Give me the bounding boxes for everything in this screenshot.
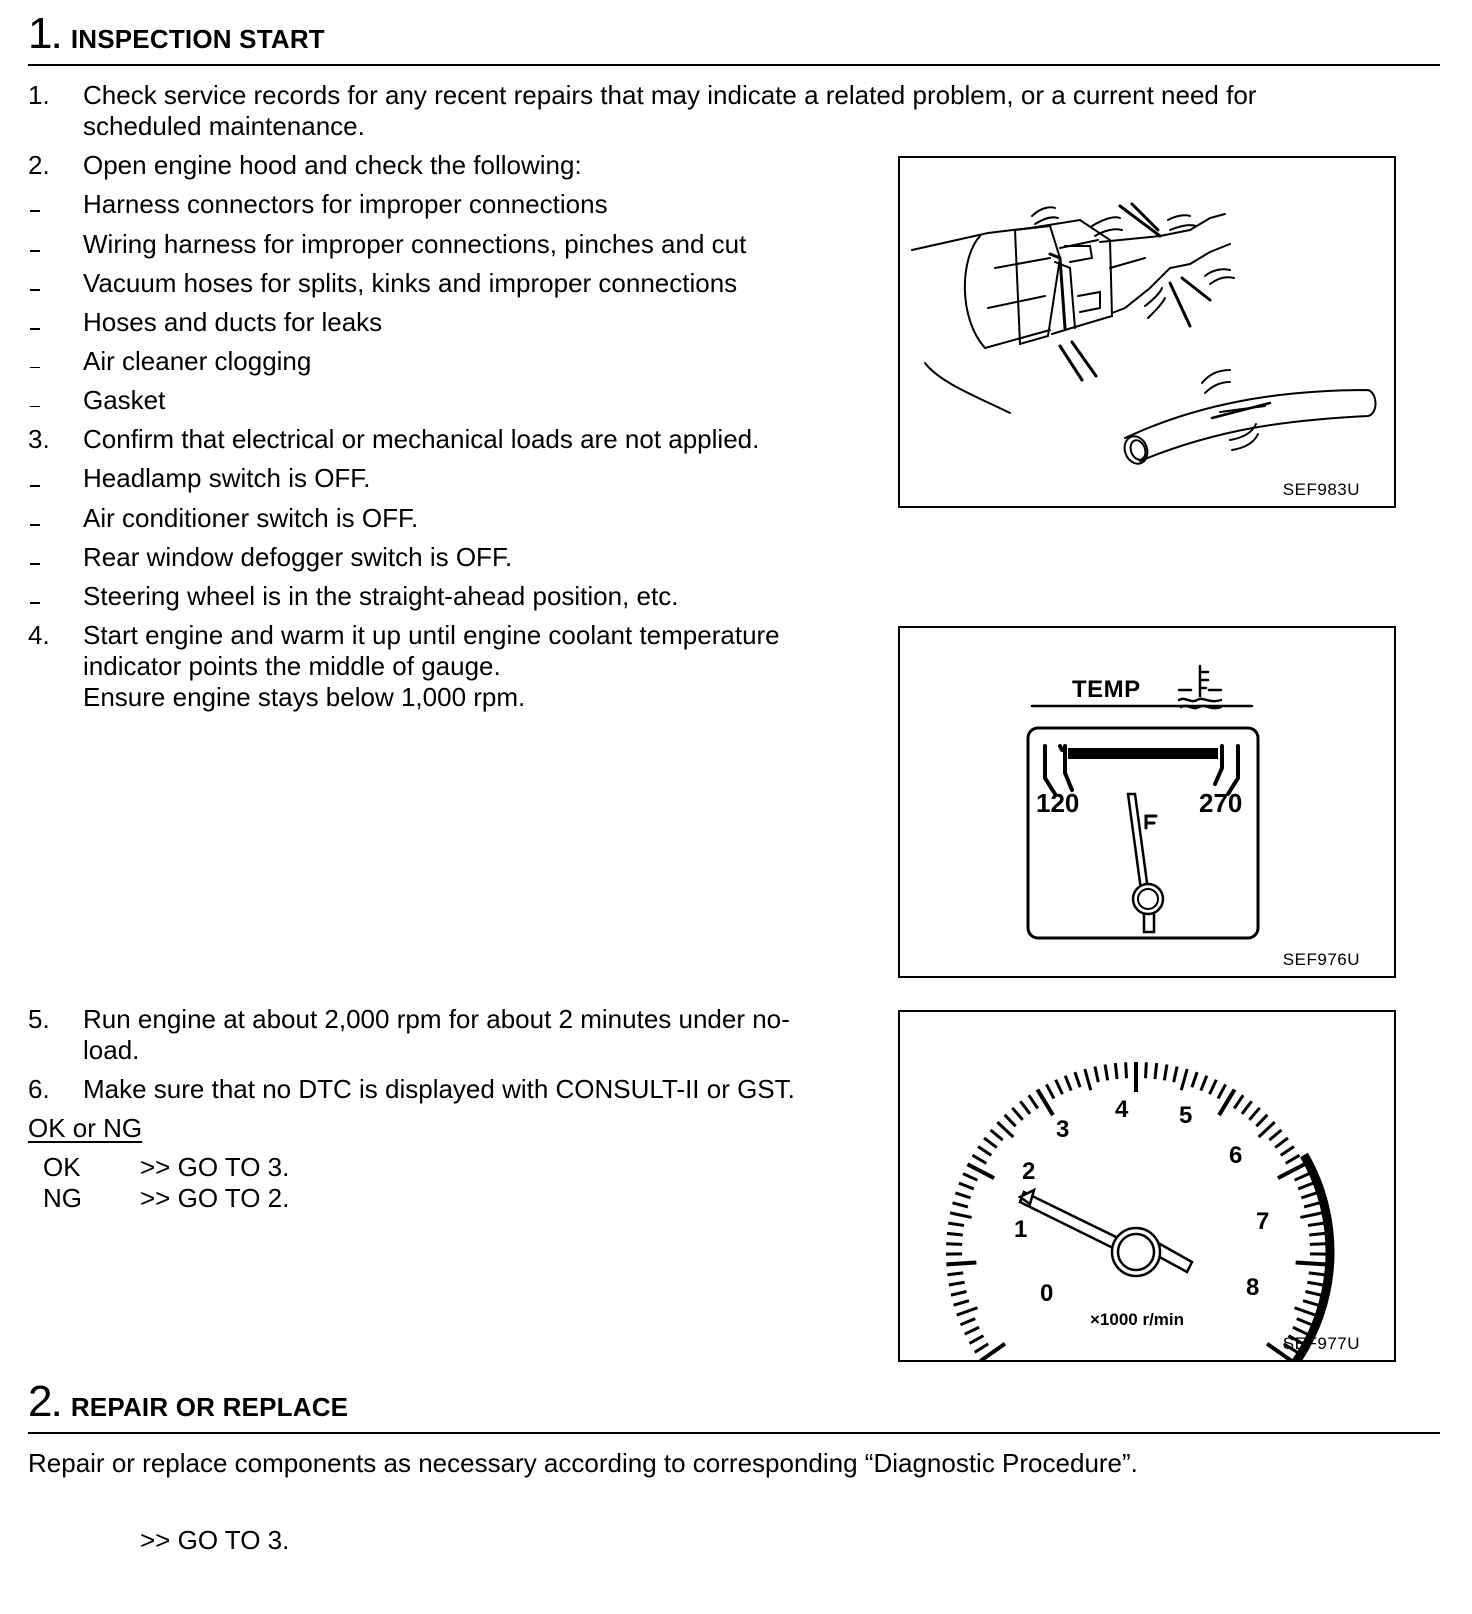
result-ok-label: OK <box>43 1152 81 1182</box>
section-1-title: INSPECTION START <box>70 24 325 54</box>
bullet-dash <box>30 563 40 565</box>
section-1-rule <box>28 64 1440 66</box>
step-1-marker: 1. <box>28 80 50 110</box>
load-item-headlamp: Headlamp switch is OFF. <box>83 463 371 493</box>
step-6-text: Make sure that no DTC is displayed with CONSULT-II or GST. <box>83 1074 795 1104</box>
step-1-text-cont: scheduled maintenance. <box>83 111 365 141</box>
section-2-number: 2 <box>28 1377 53 1426</box>
step-5-text: Run engine at about 2,000 rpm for about 2 minutes under no- <box>83 1004 790 1034</box>
step-3-marker: 3. <box>28 424 50 454</box>
tach-label-2: 2 <box>1022 1158 1036 1185</box>
load-item-rear-defogger: Rear window defogger switch is OFF. <box>83 542 513 572</box>
check-item-hoses-ducts: Hoses and ducts for leaks <box>83 307 383 337</box>
section-2-title: REPAIR OR REPLACE <box>70 1392 349 1422</box>
section-2-heading <box>28 1377 349 1426</box>
figure-tachometer <box>898 1010 1396 1362</box>
tach-label-6: 6 <box>1229 1142 1243 1169</box>
temp-scale-max: 270 <box>1199 788 1243 818</box>
bullet-dash <box>30 289 40 291</box>
step-4-marker: 4. <box>28 620 50 650</box>
go-to-3-link[interactable]: >> GO TO 3. <box>140 1152 290 1182</box>
bullet-dash <box>30 367 40 368</box>
tach-label-3: 3 <box>1056 1116 1070 1143</box>
check-item-harness-connectors: Harness connectors for improper connections <box>83 189 608 219</box>
step-6-marker: 6. <box>28 1074 50 1104</box>
tachometer-needle <box>1020 1190 1192 1276</box>
tach-label-4: 4 <box>1115 1096 1129 1123</box>
bullet-dash <box>30 250 40 252</box>
coolant-temperature-icon <box>1179 666 1221 708</box>
section-1-heading <box>28 9 325 58</box>
step-1-text: Check service records for any recent repairs that may indicate a related problem, or a current need for <box>83 80 1257 110</box>
figure-temp-gauge <box>898 626 1396 978</box>
section-2-rule <box>28 1432 1440 1434</box>
load-item-steering-wheel: Steering wheel is in the straight-ahead position, etc. <box>83 581 679 611</box>
harness-hose-illustration <box>900 158 1394 506</box>
decision-label: OK or NG <box>28 1113 143 1143</box>
temp-gauge-title: TEMP <box>1072 676 1141 703</box>
bullet-dash <box>30 328 40 330</box>
bullet-dash <box>30 485 40 487</box>
check-item-gasket: Gasket <box>83 385 166 415</box>
load-item-air-conditioner: Air conditioner switch is OFF. <box>83 503 419 533</box>
temp-gauge-illustration <box>900 628 1394 976</box>
step-2-marker: 2. <box>28 150 50 180</box>
tach-label-0: 0 <box>1040 1280 1054 1307</box>
bullet-dash <box>30 524 40 526</box>
step-4-text: Start engine and warm it up until engine coolant temperature <box>83 620 780 650</box>
bullet-dash <box>30 210 40 212</box>
tach-label-5: 5 <box>1179 1102 1193 1129</box>
figure-code: SEF983U <box>1282 480 1360 499</box>
temp-scale-min: 120 <box>1036 788 1080 818</box>
figure-code: SEF977U <box>1282 1334 1360 1353</box>
section-1-dot: . <box>52 22 61 55</box>
tach-unit-label: ×1000 r/min <box>1090 1310 1185 1329</box>
bullet-dash <box>30 406 40 407</box>
tachometer-illustration <box>900 1012 1394 1360</box>
step-2-text: Open engine hood and check the following: <box>83 150 582 180</box>
bullet-dash <box>30 602 40 604</box>
section-2-body: Repair or replace components as necessary according to corresponding “Diagnostic Procedure”. <box>28 1448 1138 1478</box>
go-to-3-link[interactable]: >> GO TO 3. <box>140 1525 290 1555</box>
result-ng-label: NG <box>43 1183 82 1213</box>
step-4-note: Ensure engine stays below 1,000 rpm. <box>83 682 526 712</box>
go-to-2-link[interactable]: >> GO TO 2. <box>140 1183 290 1213</box>
step-3-text: Confirm that electrical or mechanical loads are not applied. <box>83 424 760 454</box>
section-1-number: 1 <box>28 9 53 58</box>
figure-code: SEF976U <box>1282 950 1360 969</box>
step-4-text-cont: indicator points the middle of gauge. <box>83 651 501 681</box>
check-item-air-cleaner: Air cleaner clogging <box>83 346 312 376</box>
check-item-wiring-harness: Wiring harness for improper connections, pinches and cut <box>83 229 747 259</box>
step-5-text-cont: load. <box>83 1035 140 1065</box>
step-5-marker: 5. <box>28 1004 50 1034</box>
tach-label-7: 7 <box>1256 1208 1270 1235</box>
section-2-dot: . <box>52 1390 61 1423</box>
check-item-vacuum-hoses: Vacuum hoses for splits, kinks and improper connections <box>83 268 738 298</box>
tach-label-8: 8 <box>1246 1274 1260 1301</box>
figure-harness-inspection <box>898 156 1396 508</box>
tach-label-1: 1 <box>1014 1216 1028 1243</box>
